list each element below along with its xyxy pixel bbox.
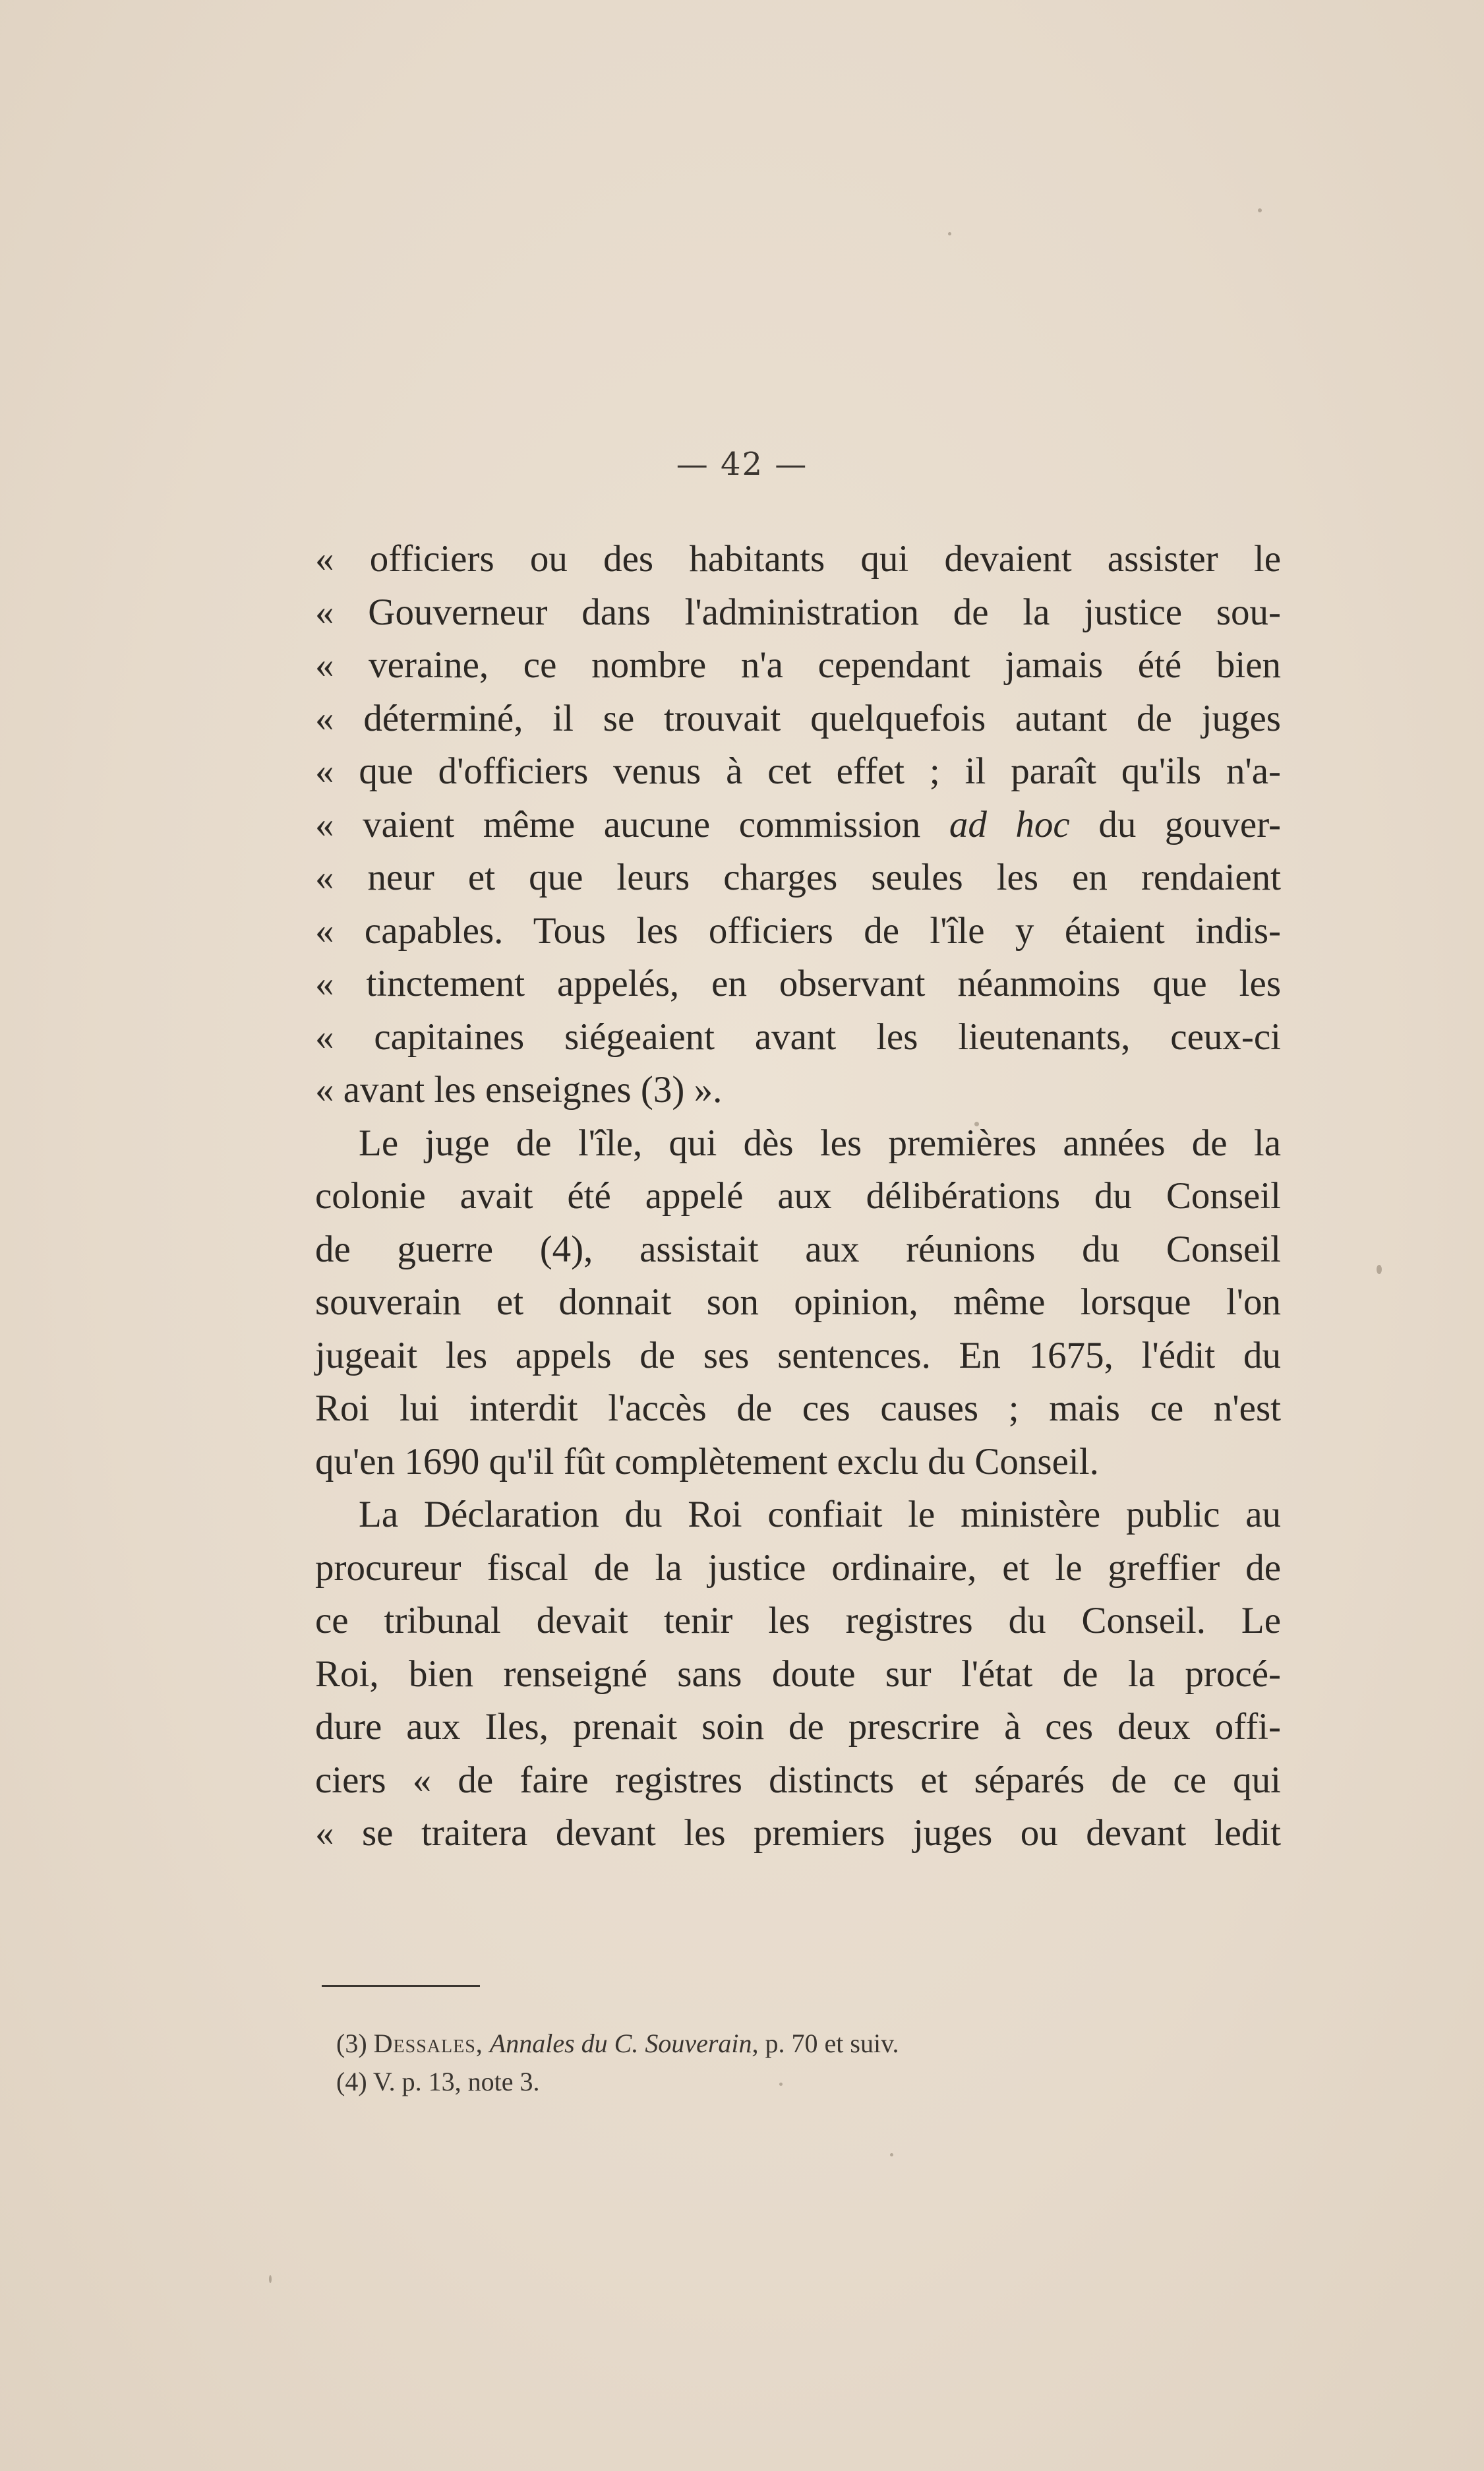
text-line: « se traitera devant les premiers juges ou devant ledit [315,1812,1281,1854]
text-line: « capitaines siégeaient avant les lieutenants, ceux-ci [315,1016,1281,1058]
text-line: « avant les enseignes (3) ». [315,1069,723,1111]
text-line: qu'en 1690 qu'il fût complètement exclu du Conseil. [315,1440,1099,1482]
text-line [315,799,1281,852]
footnote-marker: (4) [336,2067,367,2096]
text-line: « déterminé, il se trouvait quelquefois autant de juges [315,697,1281,739]
scan-speck [1258,208,1262,212]
scan-speck [269,2275,272,2283]
text-line: procureur fiscal de la justice ordinaire, et le greffier de [315,1546,1281,1589]
footnote-title: Annales du C. Souverain, [489,2029,759,2058]
text-line: « neur et que leurs charges seules les en rendaient [315,857,1281,898]
text-line: dure aux Iles, prenait soin de prescrire à ces deux offi- [315,1706,1281,1748]
text-line-part: « vaient même aucune commission [315,803,921,845]
scan-speck [1377,1265,1382,1274]
footnote-3 [336,2025,899,2063]
footnote-text: V. p. 13, note 3. [372,2067,540,2096]
text-line: ciers « de faire registres distincts et séparés de ce qui [315,1759,1281,1801]
text-line: « capables. Tous les officiers de l'île y étaient indis- [315,909,1281,952]
text-line: La Déclaration du Roi confiait le ministère public au [359,1494,1281,1535]
footnotes [336,2025,899,2101]
text-line: ce tribunal devait tenir les registres du Conseil. Le [315,1600,1281,1641]
text-line: « tinctement appelés, en observant néanmoins que les [315,963,1281,1004]
text-line: « Gouverneur dans l'administration de la justice sou- [315,591,1281,633]
text-line: « officiers ou des habitants qui devaient assister le [315,538,1281,580]
text-line: colonie avait été appelé aux délibérations du Conseil [315,1175,1281,1217]
scan-speck [948,232,951,235]
footnote-author: Dessales, [373,2029,483,2058]
footnote-marker: (3) [336,2029,367,2058]
text-line: « que d'officiers venus à cet effet ; il paraît qu'ils n'a- [315,750,1281,792]
text-line-part: du gouver- [1098,803,1282,845]
text-line: Le juge de l'île, qui dès les premières années de la [359,1122,1281,1164]
text-line: souverain et donnait son opinion, même lorsque l'on [315,1281,1281,1323]
latin-term: ad hoc [949,803,1070,845]
text-line: jugeait les appels de ses sentences. En 1675, l'édit du [315,1334,1281,1376]
footnote-divider [322,1985,480,1987]
text-line: de guerre (4), assistait aux réunions du Conseil [315,1228,1281,1270]
text-line: « veraine, ce nombre n'a cependant jamais été bien [315,644,1281,686]
page-number: — 42 — [676,446,808,483]
body-text [315,533,1281,1860]
scan-speck [890,2153,893,2156]
footnote-4 [336,2063,899,2101]
footnote-rest: p. 70 et suiv. [765,2029,899,2058]
text-line: Roi, bien renseigné sans doute sur l'état de la procé- [315,1653,1281,1695]
text-line: Roi lui interdit l'accès de ces causes ; mais ce n'est [315,1388,1281,1429]
